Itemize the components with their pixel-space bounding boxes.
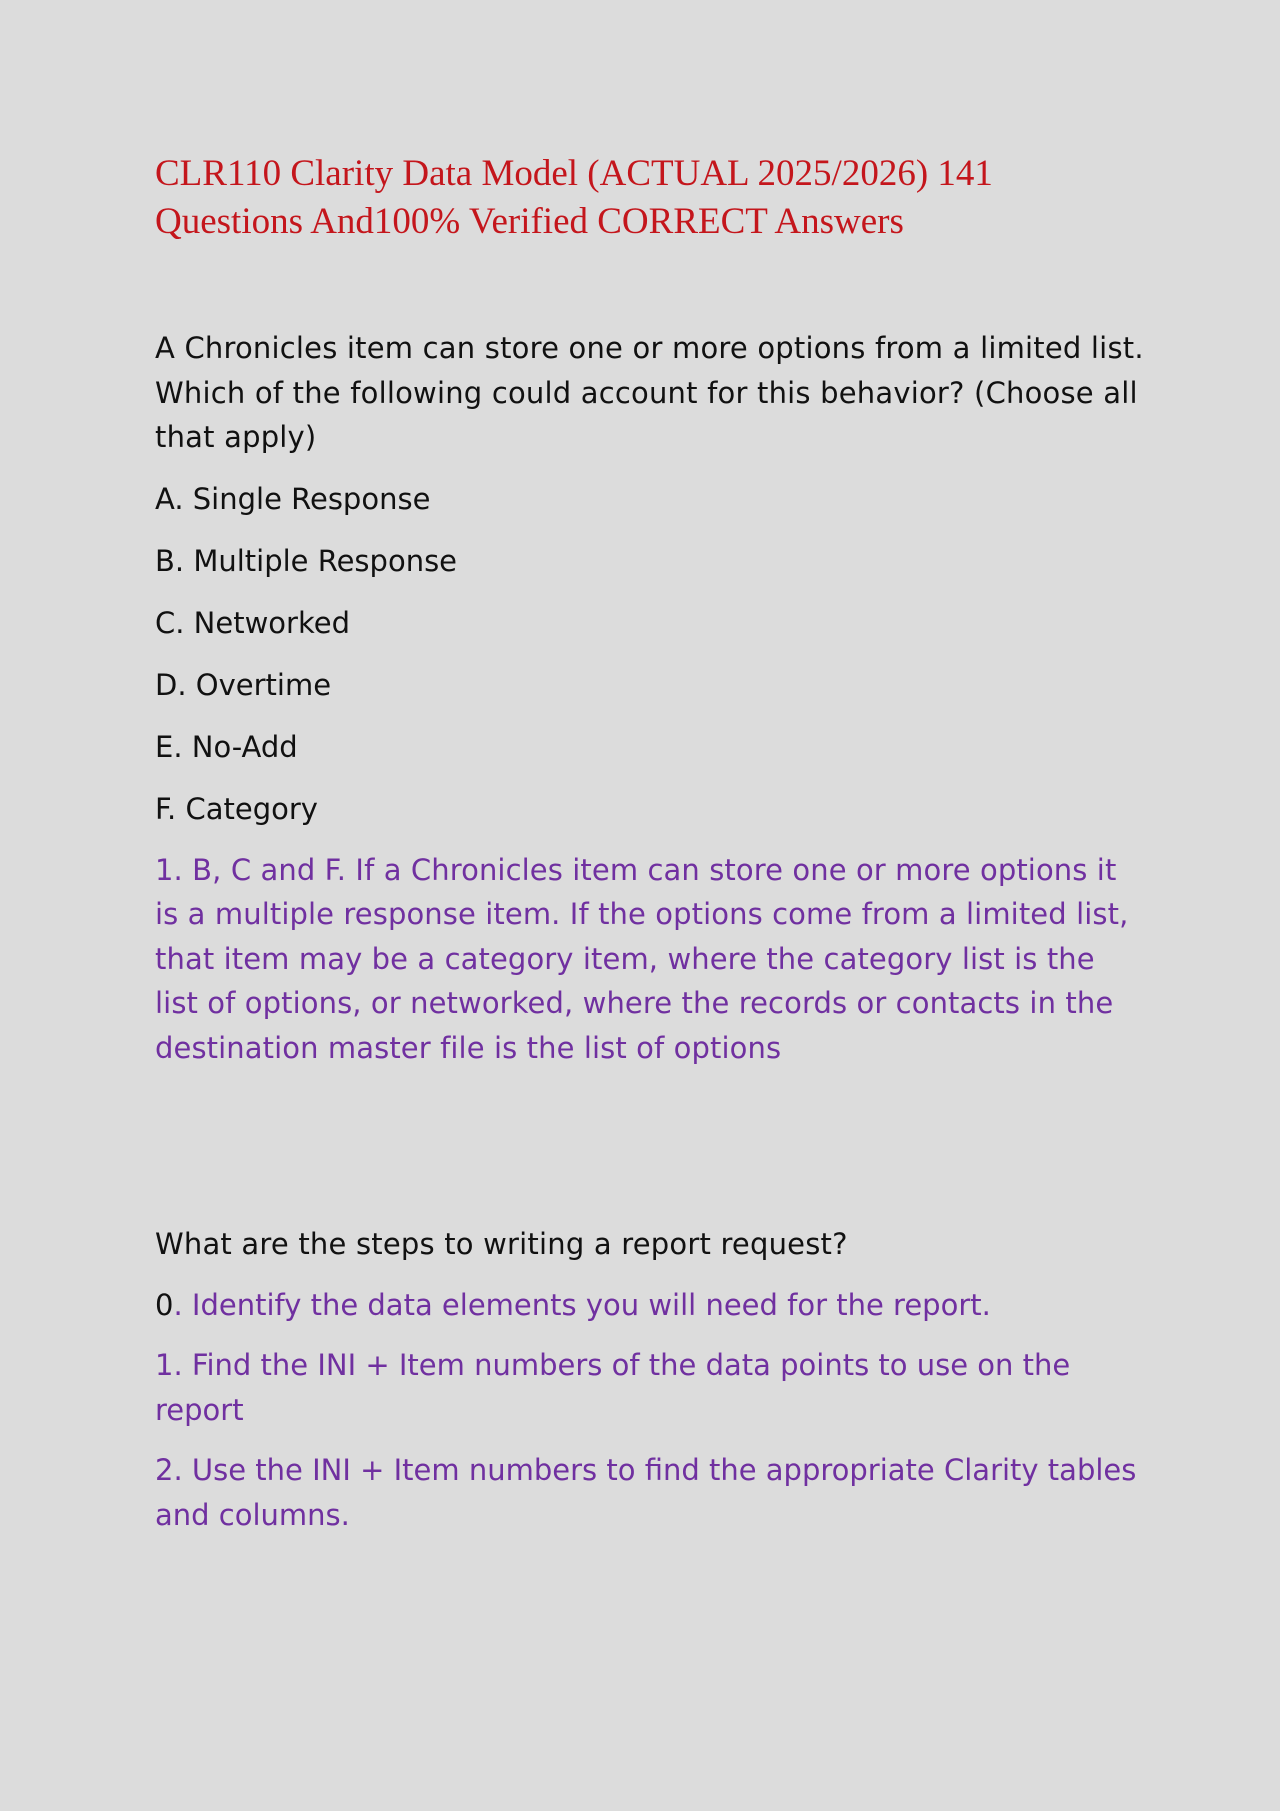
step-1-text: 1. Find the INI + Item numbers of the data points to use on the report bbox=[155, 1348, 1071, 1427]
question-2 bbox=[155, 1222, 1145, 1537]
step-2-text: 2. Use the INI + Item numbers to find the appropriate Clarity tables and columns. bbox=[155, 1453, 1137, 1532]
question-1-answer: 1. B, C and F. If a Chronicles item can store one or more options it is a multiple response item. If the options come from a limited list, that item may be a category item, where the category list is the list of options, or networked, where the records or contacts in the destination master file is the list of options bbox=[155, 852, 1129, 1065]
question-1 bbox=[155, 326, 1145, 1070]
step-0-number: 0 bbox=[155, 1287, 174, 1322]
document-page bbox=[155, 150, 1145, 1537]
step-1 bbox=[155, 1343, 1145, 1432]
option-f: F. Category bbox=[155, 791, 318, 826]
option-c: C. Networked bbox=[155, 605, 350, 640]
question-2-prompt: What are the steps to writing a report request? bbox=[155, 1227, 848, 1261]
step-0-text: . Identify the data elements you will need for the report. bbox=[173, 1287, 991, 1322]
step-0 bbox=[155, 1283, 1145, 1328]
option-b: B. Multiple Response bbox=[155, 543, 458, 578]
option-a: A. Single Response bbox=[155, 481, 431, 516]
document-title: CLR110 Clarity Data Model (ACTUAL 2025/2026) 141 Questions And100% Verified CORRECT Answers bbox=[155, 153, 993, 242]
option-d: D. Overtime bbox=[155, 667, 332, 702]
question-1-prompt: A Chronicles item can store one or more options from a limited list. Which of the following could account for this behavior? (Choose all that apply) bbox=[155, 331, 1144, 454]
option-e: E. No-Add bbox=[155, 729, 298, 764]
step-2 bbox=[155, 1448, 1145, 1537]
